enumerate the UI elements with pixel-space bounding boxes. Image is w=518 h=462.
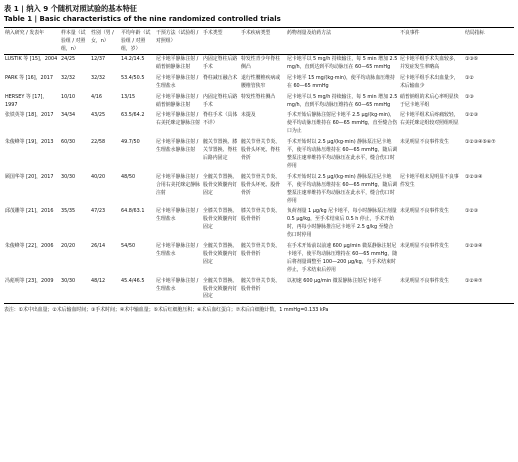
table-cell: 未见明显不良事件发生 bbox=[400, 139, 449, 146]
table-cell: 顾国华等 [20]，2017 bbox=[5, 173, 54, 180]
table-cell: 尼卡地平以 5 mg/h 持续输注，每 5 min 增加 2.5 mg/h，直到平均动脉压维持在 60—65 mmHg bbox=[287, 93, 398, 108]
column-header: 样本量（试验组 / 对照组，n） bbox=[61, 30, 86, 52]
table-cell: 30/30 bbox=[61, 173, 76, 180]
table-row bbox=[4, 55, 514, 74]
table-figure bbox=[4, 4, 514, 314]
table-cell: 尼卡地平 15 mg/(kg·min)，使平均动脉血压维持在 60—65 mmHg bbox=[287, 74, 395, 89]
table-cell: 尼卡地平静脉注射 / 右美托咪定静脉注射 bbox=[156, 112, 201, 127]
table-row bbox=[4, 173, 514, 208]
table-cell: 髋关节骨关节炎、股骨头坏死、股骨骨折 bbox=[241, 173, 281, 196]
table-cell: 特发性脊柱侧凸 bbox=[241, 93, 276, 100]
table-cell: 48/12 bbox=[91, 277, 106, 284]
table-cell: 24/25 bbox=[61, 56, 76, 62]
table-cell: 张铁英等 [18]，2017 bbox=[5, 112, 54, 119]
table-cell: 49.7/50 bbox=[121, 139, 140, 146]
table-cell: 尼卡地平静脉注射 / 硝普钠静脉注射 bbox=[156, 93, 199, 108]
table-cell: 未见明显不良事件发生 bbox=[400, 243, 449, 250]
column-header: 结局指标 bbox=[465, 30, 485, 36]
table-cell: 邱茂雕等 [21]，2016 bbox=[5, 208, 54, 215]
table-row bbox=[4, 74, 514, 93]
table-cell: 手术开始时以 2.5 μg/(kg·min) 静脉泵注尼卡地平，使平均动脉压维持在 60—65 mmHg，随后调整泵注速率维持平均动脉压在此水平，缝合伤口时停用 bbox=[287, 173, 398, 204]
table-cell: 膝关节骨关节炎、股骨骨折 bbox=[241, 208, 281, 223]
table-cell: ①② bbox=[465, 74, 474, 81]
table-cell: PARK 等 [16]，2017 bbox=[5, 74, 53, 81]
table-cell: 尼卡地平静脉注射 / 硝普钠静脉注射 bbox=[156, 56, 199, 70]
table-cell: 尼卡地平组手术出血量少，术后输血少 bbox=[400, 74, 459, 89]
table-cell: 尼卡地平静脉注射 / 合用右美托咪定静脉注射 bbox=[156, 173, 201, 196]
table-cell: 手术开始时以 2.5 μg/(kg·min) 静脉泵注尼卡地平，使平均动脉压维持在 60—65 mmHg，随后调整泵注速率维持平均动脉压在此水平，缝合伤口时停用 bbox=[287, 139, 398, 169]
table-cell: 53.4/50.5 bbox=[121, 74, 145, 81]
trials-table bbox=[4, 27, 514, 304]
table-cell: 未见明显不良事件发生 bbox=[400, 208, 449, 215]
table-cell: 14.2/14.5 bbox=[121, 56, 145, 62]
table-cell: 朱俊峰等 [19]，2013 bbox=[5, 139, 54, 146]
table-cell: 尼卡地平组手术失血较多，并发症发生率略高 bbox=[400, 56, 459, 70]
table-cell: 48/50 bbox=[121, 173, 136, 180]
table-cell: 尼卡地平静脉注射 / 生理盐水静脉注射 bbox=[156, 139, 199, 154]
table-cell: ①②④⑦ bbox=[465, 277, 483, 284]
table-row bbox=[4, 111, 514, 138]
table-cell: 手术开始后静脉注射尼卡地平 2.5 μg/(kg·min)，使平均动脉压维持在 60—65 mmHg，直至缝合伤口为止 bbox=[287, 112, 398, 135]
table-cell: 髋关节置换、膝关节置换、脊柱后路内固定 bbox=[203, 139, 238, 161]
table-title-en: Table 1 | Basic characteristics of the nine randomized controlled trials bbox=[4, 15, 281, 23]
table-cell: 朱俊峰等 [22]，2006 bbox=[5, 243, 54, 250]
column-header: 不良事件 bbox=[400, 30, 420, 36]
column-header: 干预方法（试验组 / 对照组） bbox=[156, 30, 199, 44]
table-cell: 髋关节骨关节炎、股骨骨折 bbox=[241, 277, 281, 292]
table-cell: 特发性青少年脊柱侧凸 bbox=[241, 56, 281, 70]
table-cell: 60/30 bbox=[61, 139, 76, 146]
table-cell: 硝普钠组的术后心率明显快于尼卡地平组 bbox=[400, 93, 459, 108]
table-cell: LUSTIK 等 [15]，2004 bbox=[5, 56, 58, 62]
table-cell: ①②③④ bbox=[465, 243, 483, 250]
table-cell: 45.4/46.5 bbox=[121, 277, 145, 284]
table-cell: 尼卡地平静脉注射 / 生理盐水 bbox=[156, 277, 199, 292]
table-cell: 内固定脊柱后路手术 bbox=[203, 93, 238, 108]
table-cell: 以初速 600 μg/min 微泵静脉注射尼卡地平 bbox=[287, 277, 382, 284]
table-cell: 在手术开始前以前速 600 μg/min 微泵静脉注射尼卡地平，使平均动脉压维持在 60—65 mmHg，随后将剂量调整至 100—200 μg/kg，与手术结束时停止，手术结束后停用 bbox=[287, 243, 398, 273]
table-cell: 尼卡地平以 5 mg/h 持续输注，每 5 min 增加 2.5 mg/h，直到达到平均动脉压在 60—65 mmHg bbox=[287, 56, 398, 70]
table-cell: 43/25 bbox=[91, 112, 106, 119]
table-cell: 冯彪明等 [23]，2009 bbox=[5, 277, 54, 284]
table-cell: 10/10 bbox=[61, 93, 76, 100]
table-cell: 髋关节骨关节炎、股骨骨折 bbox=[241, 243, 281, 257]
table-cell: 脊柱减压融合术 bbox=[203, 74, 238, 81]
table-cell: 12/37 bbox=[91, 56, 106, 62]
table-cell: 尼卡地平静脉注射 / 生理盐水 bbox=[156, 243, 199, 257]
table-cell: ①③⑤ bbox=[465, 56, 479, 62]
table-cell: 63.5/64.2 bbox=[121, 112, 145, 119]
table-row bbox=[4, 93, 514, 112]
table-cell: 20/20 bbox=[61, 243, 76, 250]
column-header: 手术类型 bbox=[203, 30, 223, 36]
column-header: 药物剂量及给药方法 bbox=[287, 30, 332, 36]
table-cell: 4/16 bbox=[91, 93, 102, 100]
column-header: 手术疾病类型 bbox=[241, 30, 271, 36]
table-cell: ①②③④ bbox=[465, 173, 483, 180]
table-cell: 髋关节骨关节炎、股骨头坏死、脊柱骨折 bbox=[241, 139, 281, 161]
table-cell: 全髋关节置换、股骨交锁髓内钉固定 bbox=[203, 243, 238, 265]
table-cell: 35/35 bbox=[61, 208, 76, 215]
table-cell: 32/32 bbox=[91, 74, 106, 81]
table-cell: 22/58 bbox=[91, 139, 106, 146]
table-cell: 54/50 bbox=[121, 243, 136, 250]
table-cell: 30/30 bbox=[61, 277, 76, 284]
table-cell: ①②③ bbox=[465, 208, 479, 215]
table-cell: HERSEY 等 [17]，1997 bbox=[5, 93, 48, 108]
table-cell: 尼卡地平静脉注射 / 生理盐水 bbox=[156, 208, 199, 223]
table-cell: 34/34 bbox=[61, 112, 76, 119]
table-cell: ①②③ bbox=[465, 112, 479, 119]
column-header: 纳入研究 / 发表年 bbox=[5, 30, 44, 36]
table-header-row bbox=[4, 28, 514, 55]
table-cell: 全髋关节置换、股骨交锁髓内钉固定 bbox=[203, 173, 238, 196]
column-header: 性别（男 / 女，n） bbox=[91, 30, 114, 44]
table-row bbox=[4, 138, 514, 173]
table-cell: 尼卡地平静脉注射 / 生理盐水 bbox=[156, 74, 199, 89]
table-cell: 尼卡地平组未见明显不良事件发生 bbox=[400, 173, 459, 188]
table-row bbox=[4, 207, 514, 242]
table-cell: 64.8/63.1 bbox=[121, 208, 145, 215]
table-cell: 内固定脊柱后路手术 bbox=[203, 56, 238, 70]
table-cell: ①②③④⑤⑥⑦ bbox=[465, 139, 496, 146]
table-cell: 13/15 bbox=[121, 93, 136, 100]
table-cell: 全髋关节置换、股骨交锁髓内钉固定 bbox=[203, 277, 238, 300]
table-cell: ①③ bbox=[465, 93, 474, 100]
table-cell: 32/32 bbox=[61, 74, 76, 81]
column-header: 平均年龄（试验组 / 对照组，岁） bbox=[121, 30, 151, 52]
table-title-cn: 表 1 | 纳入 9 个随机对照试验的基本特征 bbox=[4, 4, 137, 13]
table-cell: 26/14 bbox=[91, 243, 106, 250]
table-footnote: 表注：①术中出血量；②术后输血时间；③手术时间；④术中输血量；⑤术后红细胞压积；⑥术后血红蛋白；⑦术后白细胞计数。1 mmHg=0.133 kPa bbox=[4, 307, 329, 314]
table-cell: 47/23 bbox=[91, 208, 106, 215]
table-row bbox=[4, 277, 514, 304]
table-cell: 负荷剂量 1 μg/kg 尼卡地平，每小时静脉泵注剂量 0.5 μg/kg，至手术结束后 0.5 h 停止，手术开始时，再每小时静脉推注尼卡地平 2.5 g/kg 至缝合伤口时停用 bbox=[287, 208, 397, 239]
table-cell: 尼卡地平组术后疼痛较轻，右美托咪定组较对照组明显 bbox=[400, 112, 459, 127]
table-cell: 未提及 bbox=[241, 112, 256, 119]
table-cell: 全膝关节置换、股骨交锁髓内钉固定 bbox=[203, 208, 238, 231]
table-cell: 脊柱手术（具体不详） bbox=[203, 112, 238, 127]
table-cell: 40/20 bbox=[91, 173, 106, 180]
table-row bbox=[4, 242, 514, 277]
table-cell: 未见明显不良事件发生 bbox=[400, 277, 449, 284]
table-cell: 退行性腰椎疾病或腰椎管狭窄 bbox=[241, 74, 281, 89]
